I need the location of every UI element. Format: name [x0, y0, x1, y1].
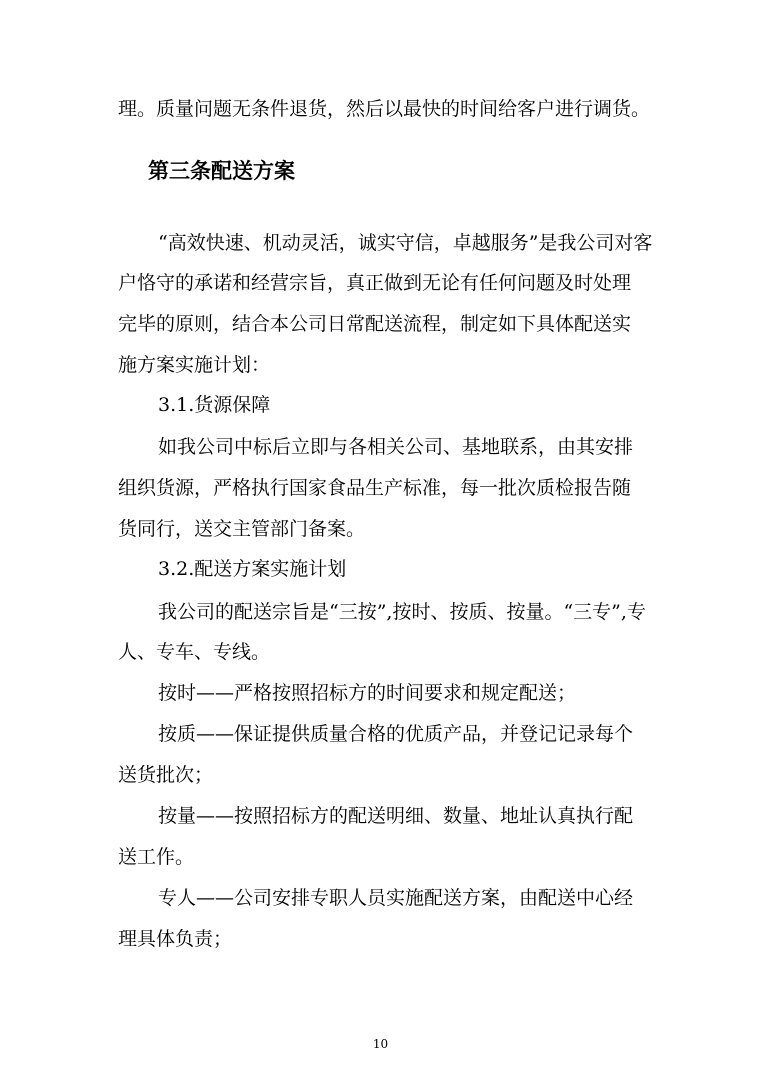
paragraph-line: 我公司的配送宗旨是“三按”,按时、按质、按量。“三专”,专	[158, 601, 646, 623]
page-number: 10	[372, 1037, 389, 1051]
paragraph-line: 如我公司中标后立即与各相关公司、基地联系，由其安排	[158, 436, 634, 458]
paragraph-line: 按质——保证提供质量合格的优质产品，并登记记录每个	[158, 723, 634, 745]
paragraph-line: 施方案实施计划：	[118, 354, 271, 376]
paragraph-line: 理具体负责；	[118, 928, 233, 950]
paragraph-line: 送工作。	[118, 846, 195, 868]
paragraph-line: 组织货源，严格执行国家食品生产标准，每一批次质检报告随	[118, 477, 632, 499]
paragraph-line: 专人——公司安排专职人员实施配送方案，由配送中心经	[158, 887, 634, 909]
paragraph-line: 按量——按照招标方的配送明细、数量、地址认真执行配	[158, 805, 634, 827]
paragraph-line: 完毕的原则，结合本公司日常配送流程，制定如下具体配送实	[118, 313, 632, 335]
paragraph-line: 理。质量问题无条件退货，然后以最快的时间给客户进行调货。	[118, 98, 651, 120]
paragraph-line: 货同行，送交主管部门备案。	[118, 518, 366, 540]
paragraph-line: “高效快速、机动灵活，诚实守信，卓越服务”是我公司对客	[158, 232, 653, 254]
section-heading: 第三条配送方案	[148, 158, 295, 183]
subsection-title: 3.2.配送方案实施计划	[158, 558, 347, 580]
paragraph-line: 送货批次；	[118, 764, 214, 786]
paragraph-line: 户恪守的承诺和经营宗旨，真正做到无论有任何问题及时处理	[118, 272, 632, 294]
subsection-title: 3.1.货源保障	[158, 394, 271, 416]
paragraph-line: 人、专车、专线。	[118, 641, 271, 663]
paragraph-line: 按时——严格按照招标方的时间要求和规定配送；	[158, 682, 577, 704]
